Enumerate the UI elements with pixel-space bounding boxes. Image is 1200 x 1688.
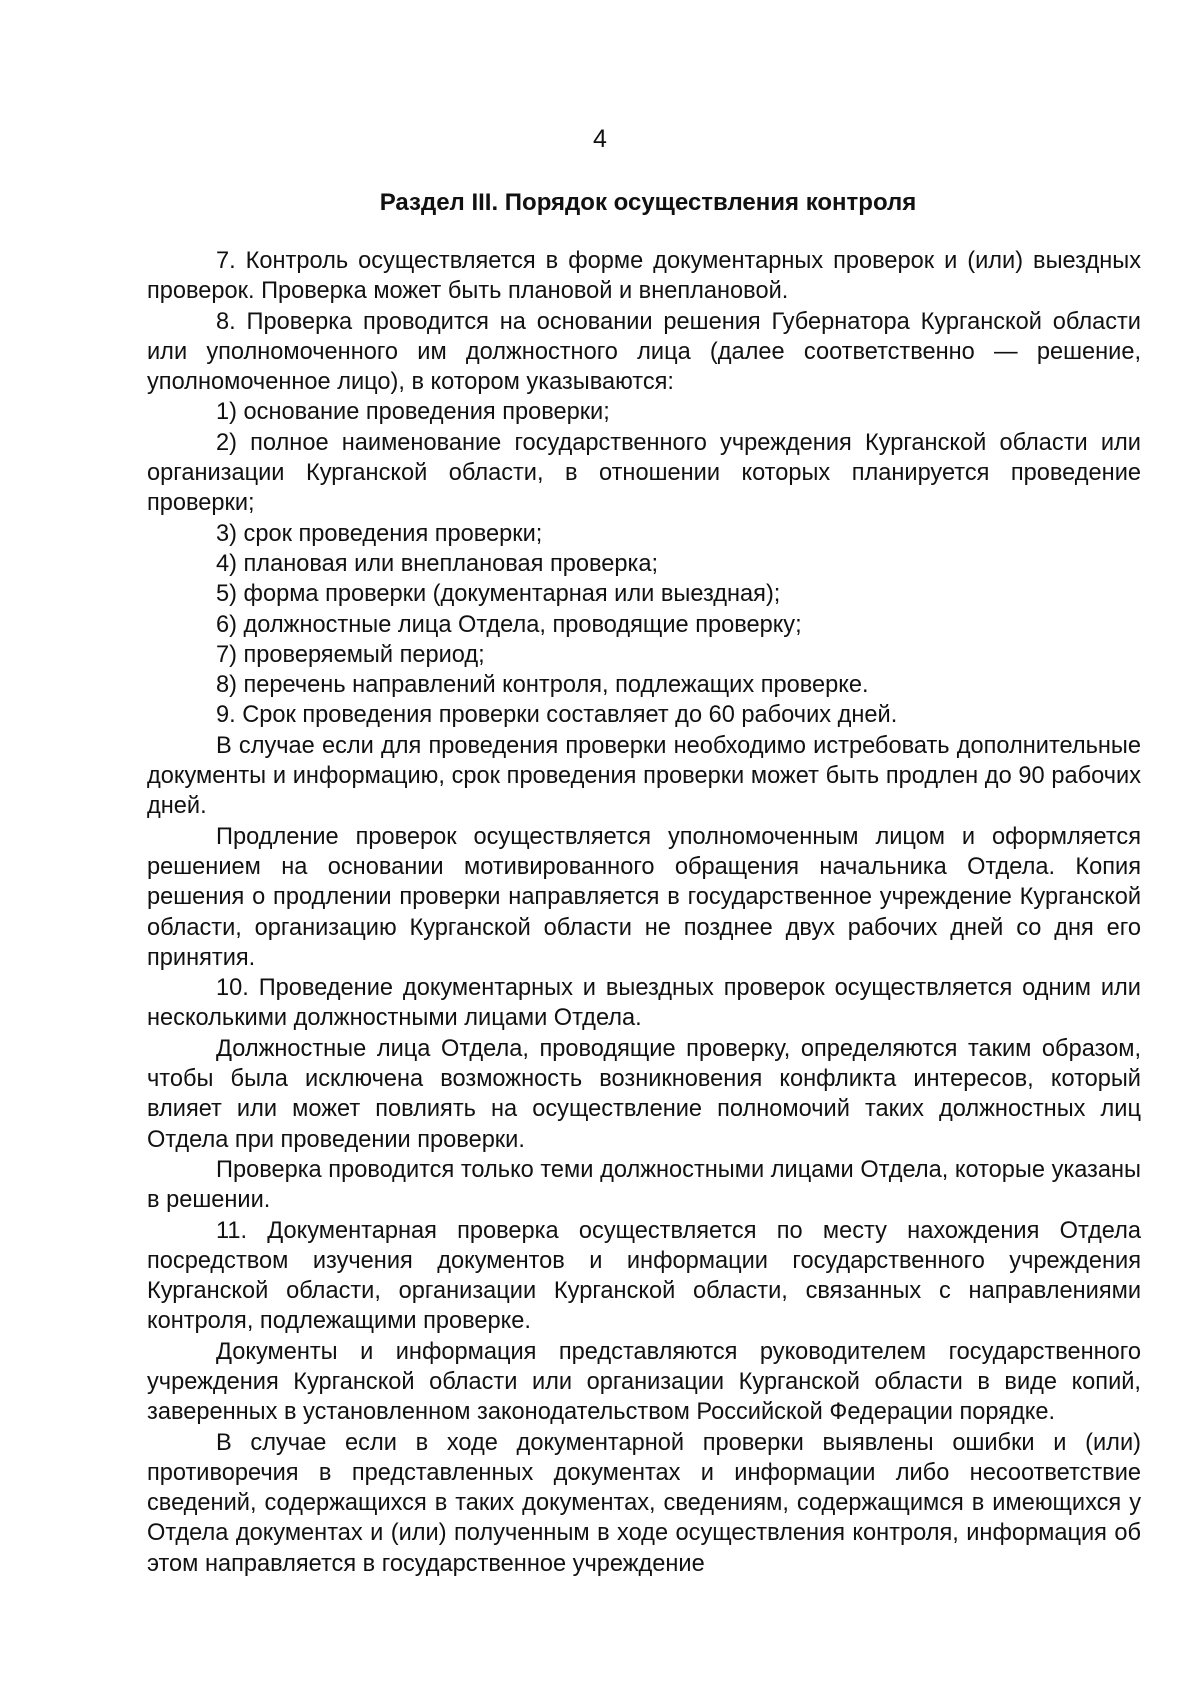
list-item: 8) перечень направлений контроля, подлежащих проверке. bbox=[216, 672, 869, 699]
paragraph-11: 11. Документарная проверка осуществляется по месту нахождения Отдела посредством изучения документов и информации государственного учреждения Курганской области, организации Курганской области, связанных с направлениями контроля, подлежащими проверке. bbox=[147, 1217, 1141, 1335]
page-number: 4 bbox=[593, 125, 607, 153]
paragraph: В случае если в ходе документарной проверки выявлены ошибки и (или) противоречия в представленных документах и информации либо несоответствие сведений, содержащихся в таких документах, сведениям, содержащимся в имеющихся у Отдела документах и (или) полученным в ходе осуществления контроля, информация об этом направляется в государственное учреждение bbox=[147, 1429, 1141, 1577]
list-item: 1) основание проведения проверки; bbox=[216, 399, 610, 426]
paragraph: Документы и информация представляются руководителем государственного учреждения Курганской области или организации Курганской области в виде копий, заверенных в установленном законодательством Российской Федерации порядке. bbox=[147, 1338, 1141, 1426]
paragraph-8: 8. Проверка проводится на основании решения Губернатора Курганской области или уполномоченного им должностного лица (далее соответственно — решение, уполномоченное лицо), в котором указываются: bbox=[147, 308, 1141, 396]
paragraph: Должностные лица Отдела, проводящие проверку, определяются таким образом, чтобы была исключена возможность возникновения конфликта интересов, который влияет или может повлиять на осуществление полномочий таких должностных лиц Отдела при проведении проверки. bbox=[147, 1035, 1141, 1153]
paragraph-10: 10. Проведение документарных и выездных проверок осуществляется одним или несколькими должностными лицами Отдела. bbox=[147, 975, 1141, 1032]
list-item: 6) должностные лица Отдела, проводящие проверку; bbox=[216, 611, 802, 638]
paragraph: Проверка проводится только теми должностными лицами Отдела, которые указаны в решении. bbox=[147, 1156, 1141, 1214]
list-item: 4) плановая или внеплановая проверка; bbox=[216, 550, 659, 577]
list-item: 7) проверяемый период; bbox=[216, 641, 485, 668]
list-item: 3) срок проведения проверки; bbox=[216, 520, 543, 547]
list-item: 5) форма проверки (документарная или выездная); bbox=[216, 581, 781, 608]
paragraph-7: 7. Контроль осуществляется в форме документарных проверок и (или) выездных проверок. Проверка может быть плановой и внеплановой. bbox=[147, 248, 1141, 305]
paragraph: В случае если для проведения проверки необходимо истребовать дополнительные документы и информацию, срок проведения проверки может быть продлен до 90 рабочих дней. bbox=[147, 732, 1141, 820]
paragraph: Продление проверок осуществляется уполномоченным лицом и оформляется решением на основании мотивированного обращения начальника Отдела. Копия решения о продлении проверки направляется в государственное учреждение Курганской области, организацию Курганской области не позднее двух рабочих дней со дня его принятия. bbox=[147, 823, 1141, 971]
list-item: 2) полное наименование государственного учреждения Курганской области или организации Курганской области, в отношении которых планируется проведение проверки; bbox=[147, 429, 1141, 517]
document-body bbox=[147, 246, 1141, 1579]
paragraph-9: 9. Срок проведения проверки составляет до 60 рабочих дней. bbox=[216, 702, 898, 729]
section-title: Раздел III. Порядок осуществления контроля bbox=[379, 189, 917, 216]
